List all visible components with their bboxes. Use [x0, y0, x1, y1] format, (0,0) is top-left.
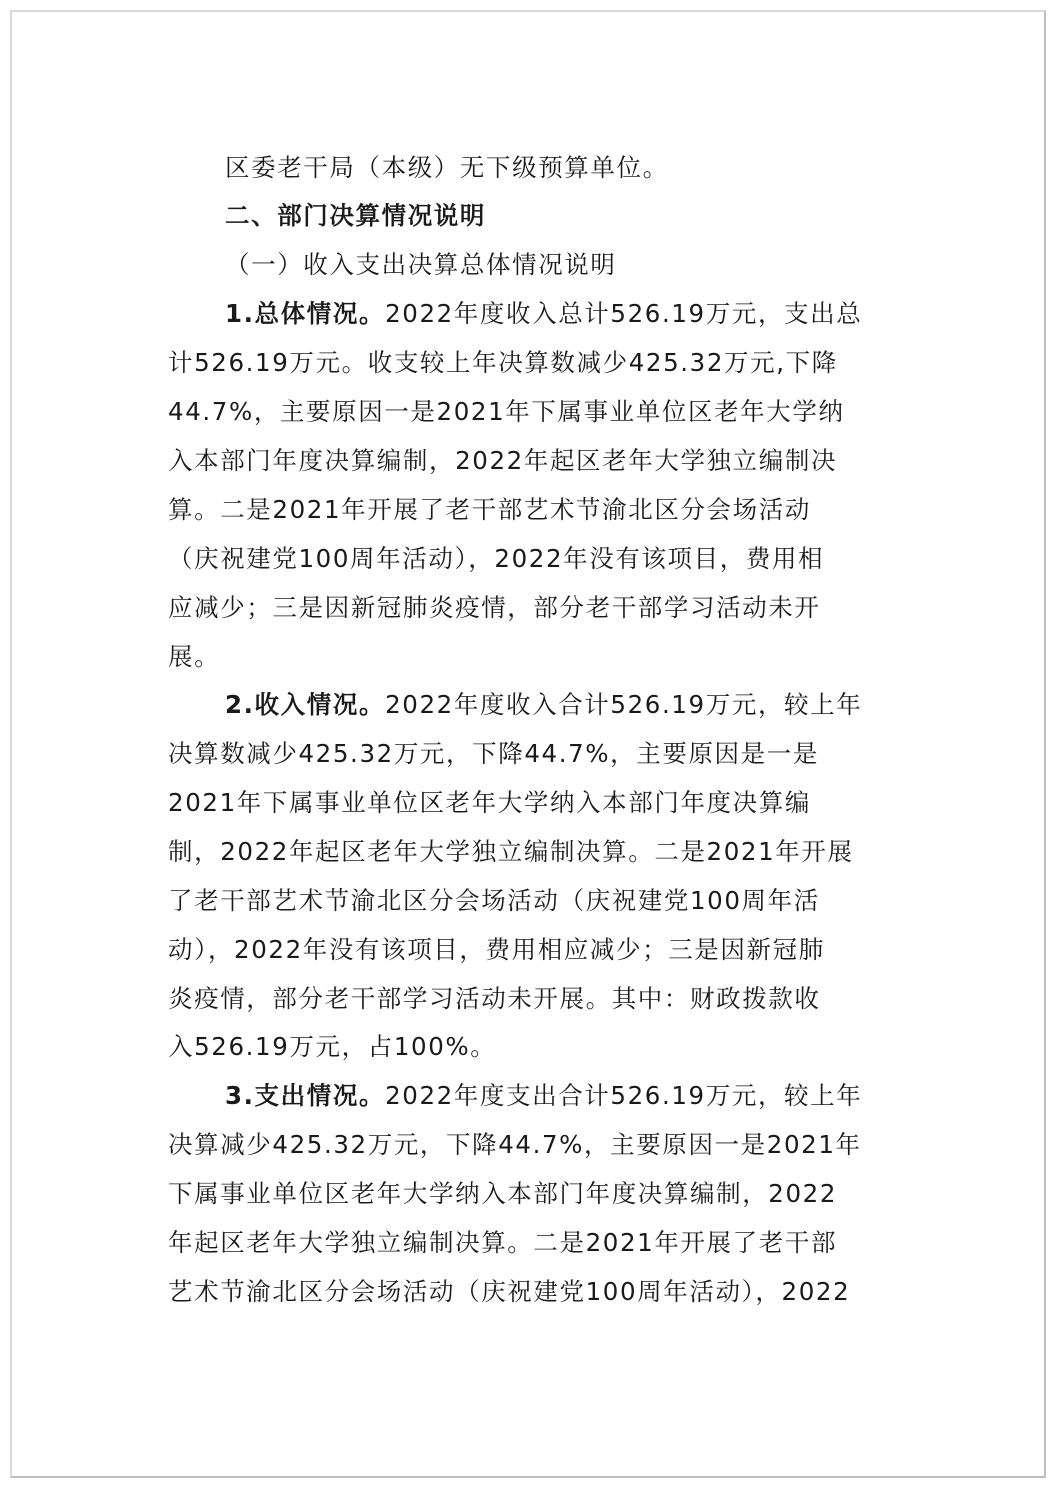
paragraph-line: 44.7%，主要原因一是2021年下属事业单位区老年大学纳 — [168, 397, 845, 426]
paragraph-line: 了老干部艺术节渝北区分会场活动（庆祝建党100周年活 — [168, 886, 820, 915]
paragraph-line: 算。二是2021年开展了老干部艺术节渝北区分会场活动 — [168, 495, 811, 524]
paragraph-line: 应减少；三是因新冠肺炎疫情，部分老干部学习活动未开 — [168, 593, 821, 622]
paragraph-line: 动），2022年没有该项目，费用相应减少；三是因新冠肺 — [168, 935, 825, 964]
paragraph-text: 2022年度收入总计526.19万元，支出总 — [385, 299, 863, 328]
paragraph-line: 计526.19万元。收支较上年决算数减少425.32万元,下降 — [168, 348, 838, 377]
paragraph-line: （庆祝建党100周年活动），2022年没有该项目，费用相 — [168, 544, 825, 573]
paragraph-line: 年起区老年大学独立编制决算。二是2021年开展了老干部 — [168, 1228, 838, 1257]
paragraph-line: 决算数减少425.32万元，下降44.7%，主要原因是一是 — [168, 739, 819, 768]
paragraph-line: 下属事业单位区老年大学纳入本部门年度决算编制，2022 — [168, 1179, 838, 1208]
paragraph-line: 制，2022年起区老年大学独立编制决算。二是2021年开展 — [168, 837, 854, 866]
paragraph-line: 炎疫情，部分老干部学习活动未开展。其中：财政拨款收 — [168, 984, 821, 1013]
paragraph-line: 展。 — [168, 642, 221, 671]
paragraph-line: 艺术节渝北区分会场活动（庆祝建党100周年活动），2022 — [168, 1277, 851, 1306]
paragraph-text: 2022年度支出合计526.19万元，较上年 — [385, 1081, 863, 1110]
paragraph-line: 入本部门年度决算编制，2022年起区老年大学独立编制决 — [168, 446, 838, 475]
paragraph-line: 2021年下属事业单位区老年大学纳入本部门年度决算编 — [168, 788, 811, 817]
lead-heading: 2.收入情况。 — [225, 690, 386, 719]
paragraph-line: 区委老干局（本级）无下级预算单位。 — [225, 153, 669, 182]
subsection-heading: （一）收入支出决算总体情况说明 — [225, 250, 617, 279]
paragraph-line — [225, 680, 862, 729]
lead-heading: 3.支出情况。 — [225, 1081, 386, 1110]
section-heading: 二、部门决算情况说明 — [225, 201, 486, 230]
paragraph-line — [225, 1071, 862, 1120]
paragraph-line: 入526.19万元，占100%。 — [168, 1032, 497, 1061]
paragraph-text: 2022年度收入合计526.19万元，较上年 — [385, 690, 863, 719]
lead-heading: 1.总体情况。 — [225, 299, 386, 328]
paragraph-line: 决算减少425.32万元，下降44.7%，主要原因一是2021年 — [168, 1130, 862, 1159]
paragraph-line — [225, 289, 862, 338]
